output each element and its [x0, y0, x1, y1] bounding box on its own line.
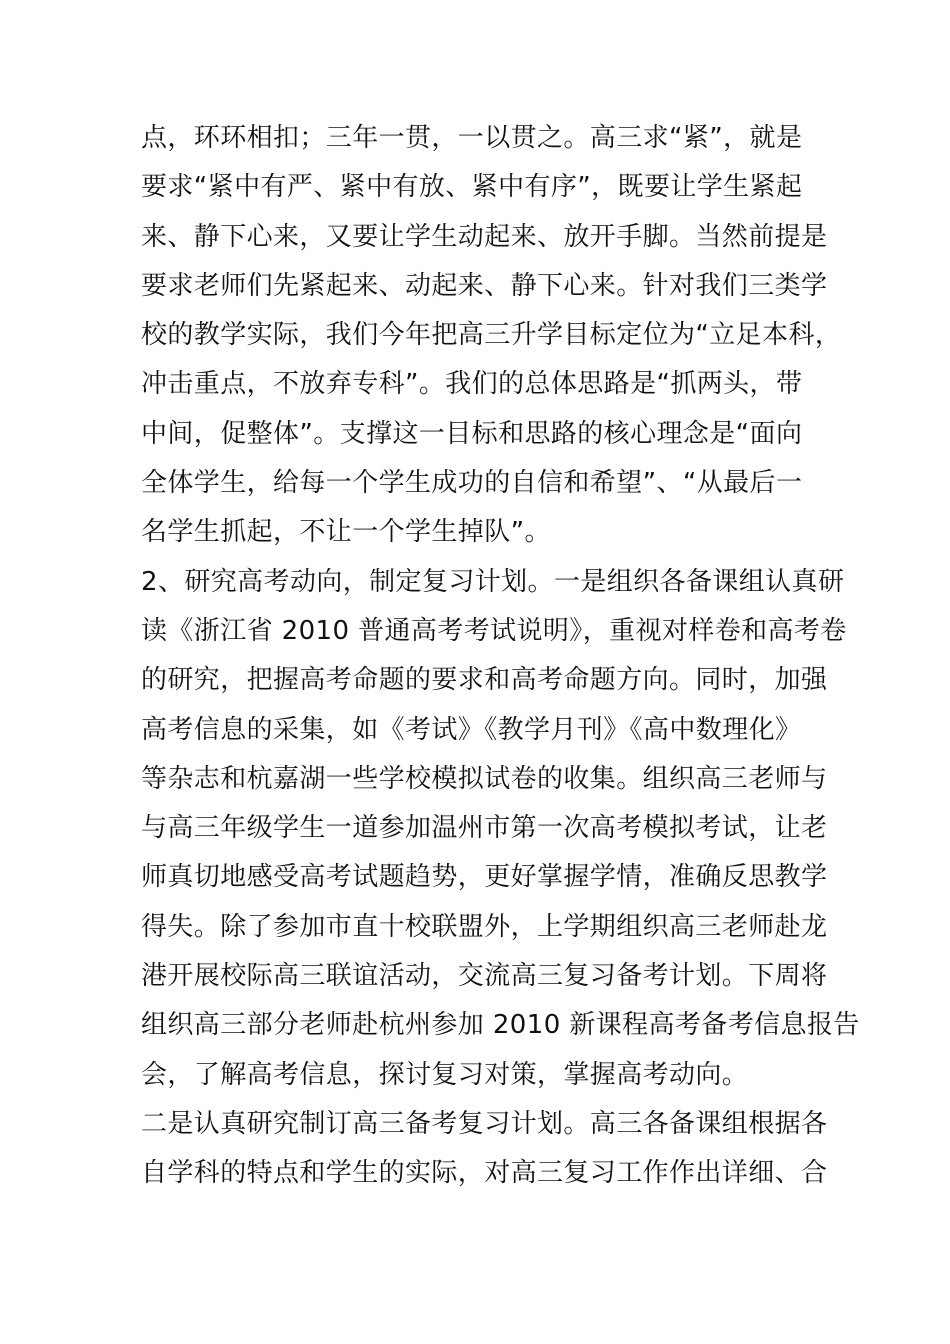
text-line: 名学生抓起，不让一个学生掉队”。: [141, 517, 551, 548]
text-line: 二是认真研究制订高三备考复习计划。高三各备课组根据各: [141, 1108, 828, 1139]
text-line: 与高三年级学生一道参加温州市第一次高考模拟考试，让老: [141, 813, 828, 844]
text-line: 港开展校际高三联谊活动，交流高三复习备考计划。下周将: [141, 961, 828, 992]
text-line: 点，环环相扣；三年一贯，一以贯之。高三求“紧”，就是: [141, 123, 803, 153]
text-line: 要求老师们先紧起来、动起来、静下心来。针对我们三类学: [141, 270, 828, 301]
text-line: 师真切地感受高考试题趋势，更好掌握学情，准确反思教学: [141, 862, 828, 893]
text-line: 组织高三部分老师赴杭州参加 2010 新课程高考备考信息报告: [141, 1010, 860, 1041]
text-line: 来、静下心来，又要让学生动起来、放开手脚。当然前提是: [141, 221, 828, 252]
text-line: 得失。除了参加市直十校联盟外，上学期组织高三老师赴龙: [141, 911, 828, 942]
text-line: 读《浙江省 2010 普通高考考试说明》，重视对样卷和高考卷: [141, 615, 847, 646]
text-line: 高考信息的采集，如《考试》《教学月刊》《高中数理化》: [141, 714, 802, 745]
text-line: 要求“紧中有严、紧中有放、紧中有序”，既要让学生紧起: [141, 172, 803, 203]
text-line: 冲击重点，不放弃专科”。我们的总体思路是“抓两头，带: [141, 369, 803, 400]
text-line: 校的教学实际，我们今年把高三升学目标定位为“立足本科，: [141, 320, 842, 351]
text-line: 自学科的特点和学生的实际，对高三复习工作作出详细、合: [141, 1158, 828, 1189]
body-text: [141, 114, 860, 1199]
text-line: 会，了解高考信息，探讨复习对策，掌握高考动向。: [141, 1059, 749, 1090]
text-line: 等杂志和杭嘉湖一些学校模拟试卷的收集。组织高三老师与: [141, 763, 828, 794]
text-line: 全体学生，给每一个学生成功的自信和希望”、“从最后一: [141, 468, 803, 499]
text-line: 中间，促整体”。支撑这一目标和思路的核心理念是“面向: [141, 418, 803, 449]
text-line: 2、研究高考动向，制定复习计划。一是组织各备课组认真研: [141, 566, 845, 597]
text-line: 的研究，把握高考命题的要求和高考命题方向。同时，加强: [141, 665, 828, 696]
